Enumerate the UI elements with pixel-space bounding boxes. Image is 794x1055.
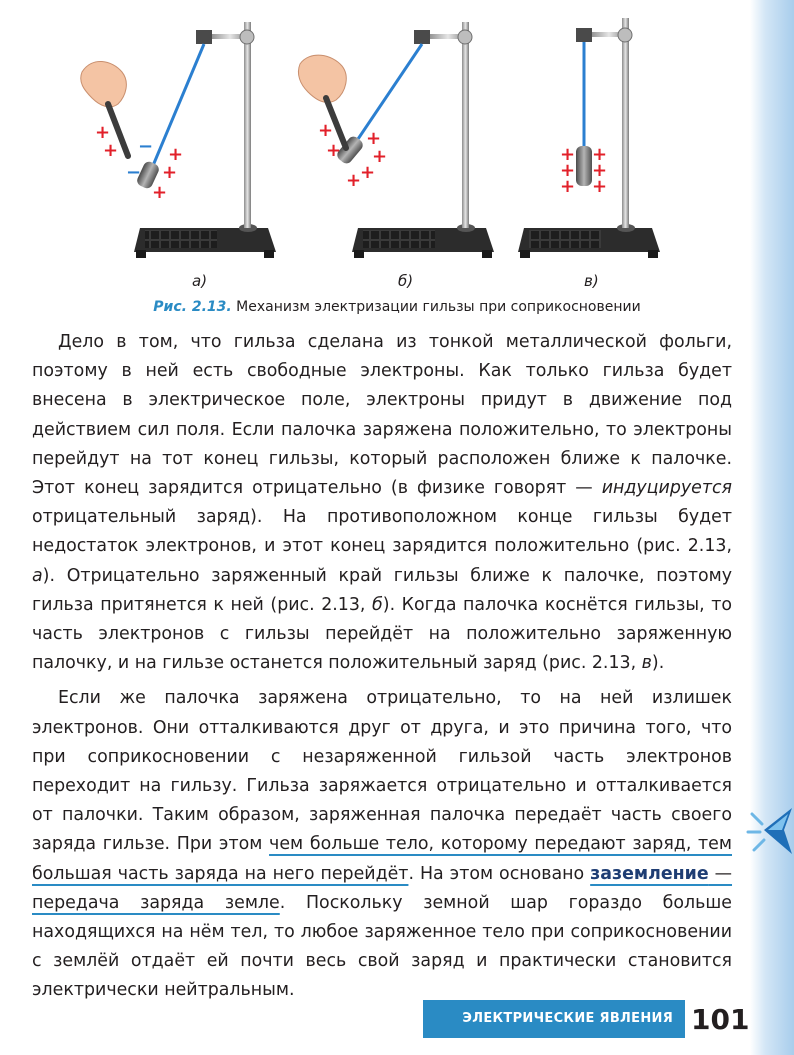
p2-text-3: . Поскольку земной шар гораздо больше находящихся на нём тел, то любое заряженное тело при соприкосновении с землёй отдаёт ей почти весь свой заряд и практически становится электрически нейтральным. bbox=[32, 892, 732, 1001]
svg-text:+: + bbox=[168, 144, 184, 165]
p1-ref-a: а bbox=[32, 565, 43, 586]
p2-dash: — bbox=[708, 863, 733, 884]
svg-text:+: + bbox=[560, 160, 576, 181]
panel-label-v: в) bbox=[584, 272, 599, 290]
svg-text:+: + bbox=[560, 176, 576, 197]
panel-a-charges bbox=[95, 122, 183, 203]
p2-key-term: заземление bbox=[590, 863, 709, 884]
paragraph-1 bbox=[32, 328, 732, 678]
figure-caption bbox=[0, 298, 794, 316]
page-number: 101 bbox=[691, 1003, 750, 1036]
svg-text:+: + bbox=[95, 122, 111, 143]
svg-text:+: + bbox=[372, 146, 388, 167]
svg-text:+: + bbox=[360, 162, 376, 183]
p1-italic-term: индуцируется bbox=[601, 478, 732, 499]
svg-text:+: + bbox=[162, 162, 178, 183]
svg-text:−: − bbox=[138, 136, 154, 157]
svg-text:+: + bbox=[346, 170, 362, 191]
svg-text:+: + bbox=[592, 144, 608, 165]
body-text bbox=[32, 328, 732, 1012]
p1-text-5: ). bbox=[651, 653, 665, 674]
p1-text-4: ). Когда палочка коснётся гильзы, то часть электронов с гильзы перейдёт на положительно заряженную палочку, и на гильзе останется положительный заряд (рис. 2.13, bbox=[32, 594, 733, 674]
p1-text-1: Дело в том, что гильза сделана из тонкой металлической фольги, поэтому в ней есть свободные электроны. Как только гильза будет внесена в электрическое поле, электроны придут в движение под действием сил поля. Если палочка заряжена положительно, то электроны перейдут на тот конец гильзы, который расположен ближе к палочке. Этот конец зарядится отрицательно (в физике говорят — bbox=[32, 332, 732, 499]
caption-label: Рис. 2.13. bbox=[153, 299, 232, 315]
caption-text: Механизм электризации гильзы при соприкосновении bbox=[236, 299, 641, 315]
p1-ref-v: в bbox=[641, 653, 652, 674]
p2-underlined-rule: чем больше тело, которому передают заряд, тем большая часть заряда на него перейдёт bbox=[32, 834, 732, 884]
p2-definition: передача заряда земле bbox=[32, 892, 280, 913]
section-footer-bar: ЭЛЕКТРИЧЕСКИЕ ЯВЛЕНИЯ bbox=[423, 1000, 685, 1038]
p1-ref-b: б bbox=[372, 594, 383, 615]
p2-text-2: . На этом основано bbox=[408, 863, 591, 884]
svg-text:+: + bbox=[592, 160, 608, 181]
p1-text-3: ). Отрицательно заряженный край гильзы ближе к палочке, поэтому гильза притянется к ней (рис. 2.13, bbox=[32, 565, 732, 615]
key-point-arrow-icon bbox=[746, 800, 794, 860]
electrification-illustration bbox=[0, 0, 794, 320]
svg-text:+: + bbox=[326, 140, 342, 161]
figure-2-13 bbox=[0, 0, 794, 320]
panel-c-stand bbox=[518, 18, 660, 258]
p1-text-2: отрицательный заряд). На противоположном конце гильзы будет недостаток электронов, и этот конец зарядится положительно (рис. 2.13, bbox=[32, 507, 732, 557]
svg-text:+: + bbox=[560, 144, 576, 165]
paragraph-2 bbox=[32, 684, 732, 1005]
panel-label-a: а) bbox=[192, 272, 208, 290]
panel-c-thread-and-foil bbox=[576, 42, 592, 186]
panel-label-b: б) bbox=[398, 272, 414, 290]
svg-text:+: + bbox=[366, 128, 382, 149]
svg-text:+: + bbox=[152, 182, 168, 203]
svg-text:−: − bbox=[126, 162, 142, 183]
svg-text:+: + bbox=[103, 140, 119, 161]
svg-text:+: + bbox=[592, 176, 608, 197]
panel-a-stand bbox=[134, 22, 276, 258]
svg-text:+: + bbox=[318, 120, 334, 141]
p2-text-1: Если же палочка заряжена отрицательно, то на ней излишек электронов. Они отталкиваются друг от друга, и это причина того, что при соприкосновении с незаряженной гильзой часть электронов переходит на гильзу. Гильза заряжается отрицательно и отталкивается от палочки. Таким образом, заряженная палочка передаёт часть своего заряда гильзе. При этом bbox=[32, 688, 732, 855]
